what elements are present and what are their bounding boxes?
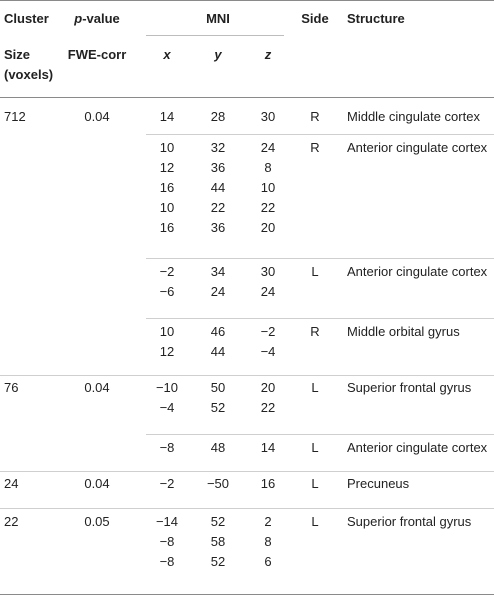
group-separator [146, 134, 494, 135]
cell-side: L [311, 264, 319, 279]
cell-side: R [310, 324, 320, 339]
cell-z: 22 [260, 200, 276, 215]
cell-z: 8 [264, 160, 272, 175]
cell-structure: Anterior cingulate cortex [347, 440, 488, 455]
cell-cluster-size: 24 [4, 476, 19, 491]
header-structure: Structure [347, 11, 405, 26]
cell-z: 22 [260, 400, 276, 415]
cell-x: 10 [159, 140, 175, 155]
group-separator [146, 434, 494, 435]
cell-z: 24 [260, 284, 276, 299]
cell-x: 12 [159, 160, 175, 175]
cell-x: 14 [159, 109, 175, 124]
cell-cluster-size: 22 [4, 514, 19, 529]
cell-structure: Anterior cingulate cortex [347, 264, 488, 279]
cell-z: −2 [260, 324, 276, 339]
cell-y: 36 [210, 220, 226, 235]
cell-y: 52 [210, 400, 226, 415]
cell-y: 28 [210, 109, 226, 124]
cell-y: 58 [210, 534, 226, 549]
cell-z: 16 [260, 476, 276, 491]
table-top-border [0, 0, 494, 1]
header-fwe-corr: FWE-corr [67, 47, 127, 62]
header-x: x [163, 47, 171, 62]
header-size: Size [4, 47, 31, 62]
cell-side: L [311, 440, 319, 455]
header-y: y [214, 47, 222, 62]
cluster-separator [0, 375, 494, 376]
cell-x: −4 [159, 400, 175, 415]
cell-x: 10 [159, 200, 175, 215]
group-separator [146, 318, 494, 319]
cell-z: 30 [260, 109, 276, 124]
cell-y: 32 [210, 140, 226, 155]
header-mni: MNI [206, 11, 230, 26]
cell-p-value: 0.05 [84, 514, 110, 529]
cell-side: L [311, 476, 319, 491]
header-side: Side [301, 11, 329, 26]
cluster-separator [0, 508, 494, 509]
cell-y: 34 [210, 264, 226, 279]
cell-structure: Middle cingulate cortex [347, 109, 480, 124]
cell-y: −50 [206, 476, 230, 491]
cell-x: −10 [155, 380, 179, 395]
header-p-rest: -value [82, 11, 120, 26]
cell-side: R [310, 140, 320, 155]
cell-x: −8 [159, 534, 175, 549]
cell-structure: Superior frontal gyrus [347, 380, 472, 395]
cell-y: 48 [210, 440, 226, 455]
header-p-value [74, 11, 120, 27]
cell-cluster-size: 712 [4, 109, 26, 124]
cell-cluster-size: 76 [4, 380, 19, 395]
cell-x: −14 [155, 514, 179, 529]
header-p-italic: p [74, 11, 83, 26]
cell-z: 30 [260, 264, 276, 279]
cell-y: 50 [210, 380, 226, 395]
cell-p-value: 0.04 [84, 380, 110, 395]
header-voxels: (voxels) [4, 67, 54, 82]
cell-y: 46 [210, 324, 226, 339]
cell-structure: Anterior cingulate cortex [347, 140, 488, 155]
cell-y: 44 [210, 180, 226, 195]
cell-z: 2 [264, 514, 272, 529]
cluster-separator [0, 471, 494, 472]
header-cluster: Cluster [4, 11, 49, 26]
cell-y: 52 [210, 554, 226, 569]
cell-p-value: 0.04 [84, 476, 110, 491]
cell-z: 10 [260, 180, 276, 195]
cell-x: −6 [159, 284, 175, 299]
cell-p-value: 0.04 [84, 109, 110, 124]
cell-x: 12 [159, 344, 175, 359]
cell-z: 24 [260, 140, 276, 155]
cell-x: −8 [159, 554, 175, 569]
table-bottom-border [0, 594, 494, 595]
cell-y: 22 [210, 200, 226, 215]
cell-structure: Middle orbital gyrus [347, 324, 460, 339]
cell-x: 16 [159, 180, 175, 195]
header-z: z [264, 47, 272, 62]
cell-side: L [311, 380, 319, 395]
cell-y: 52 [210, 514, 226, 529]
cell-z: −4 [260, 344, 276, 359]
cell-structure: Superior frontal gyrus [347, 514, 472, 529]
mni-underline [146, 35, 284, 36]
cell-x: 10 [159, 324, 175, 339]
cell-z: 6 [264, 554, 272, 569]
cell-y: 44 [210, 344, 226, 359]
cell-x: 16 [159, 220, 175, 235]
cell-y: 24 [210, 284, 226, 299]
cell-y: 36 [210, 160, 226, 175]
cell-side: R [310, 109, 320, 124]
header-bottom-border [0, 97, 494, 98]
cell-z: 8 [264, 534, 272, 549]
cell-z: 20 [260, 380, 276, 395]
cell-x: −2 [159, 476, 175, 491]
group-separator [146, 258, 494, 259]
cell-x: −2 [159, 264, 175, 279]
cell-z: 20 [260, 220, 276, 235]
cell-structure: Precuneus [347, 476, 410, 491]
cell-x: −8 [159, 440, 175, 455]
cell-side: L [311, 514, 319, 529]
cell-z: 14 [260, 440, 276, 455]
